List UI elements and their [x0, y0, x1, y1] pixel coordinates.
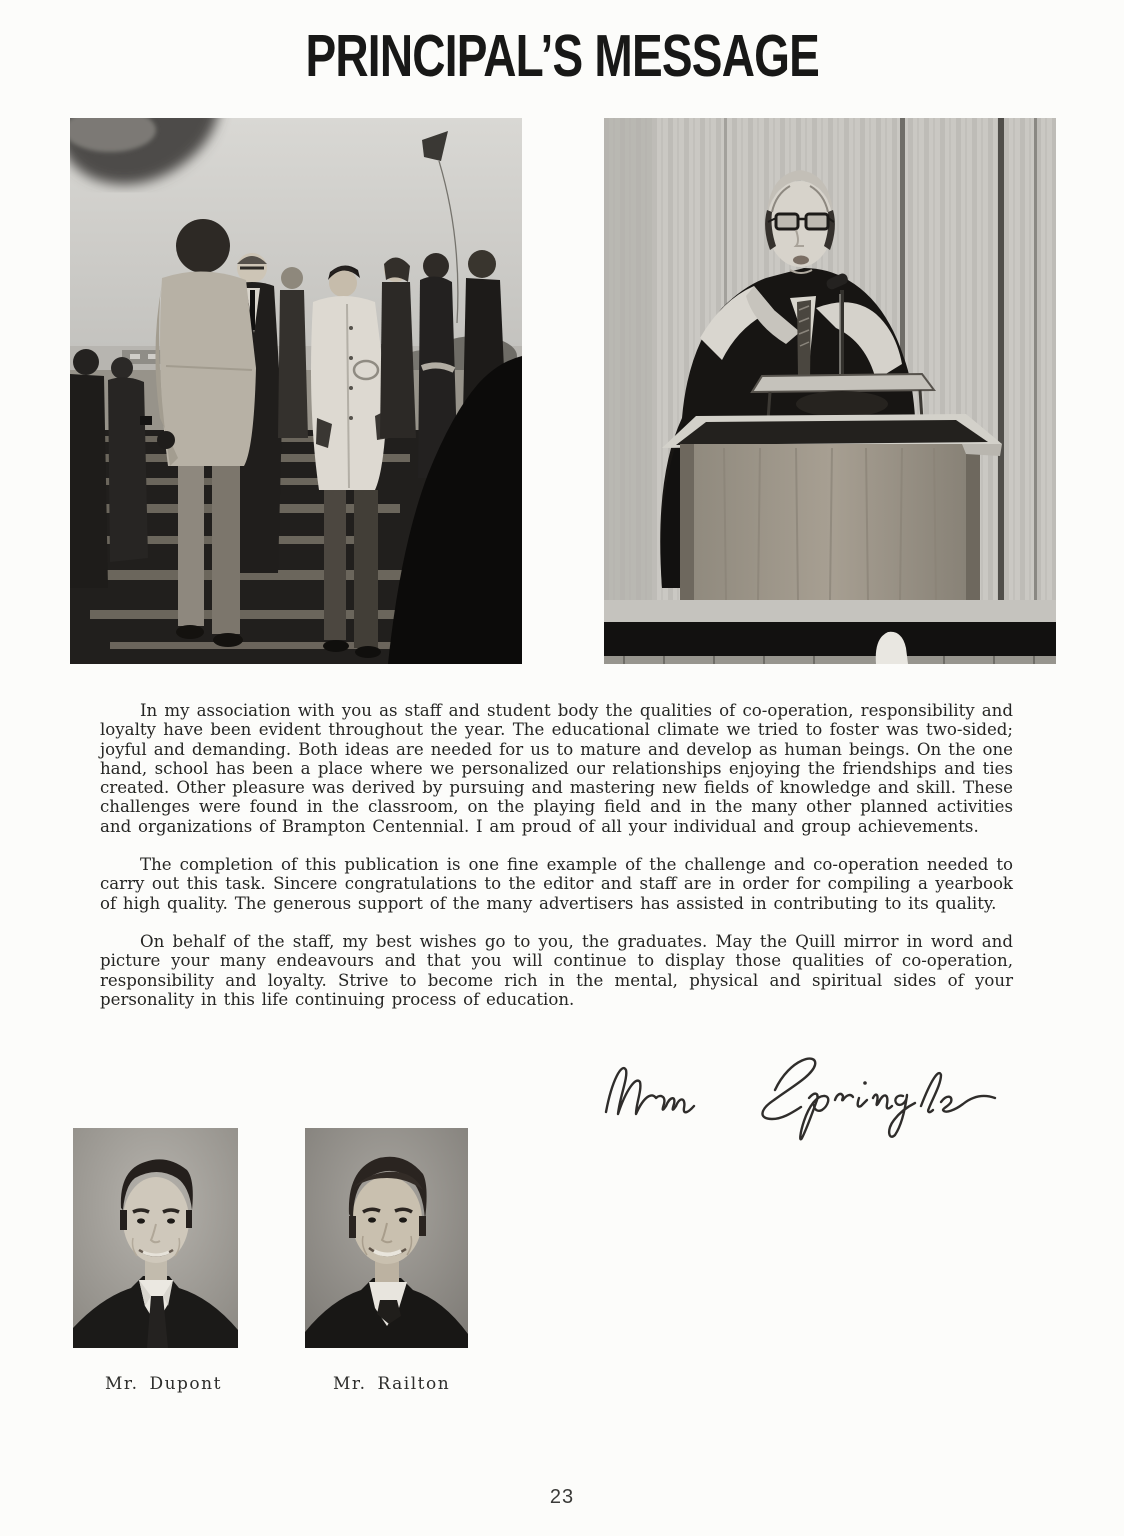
crowd-photo-art: [70, 118, 522, 664]
page-number: 23: [549, 1486, 575, 1508]
portrait-photo-dupont: [73, 1128, 238, 1348]
principal-message-text: [100, 701, 1013, 1028]
page-title: PRINCIPAL’S MESSAGE: [305, 23, 819, 89]
lectern: [662, 414, 1002, 600]
portrait-label-dupont: Mr. Dupont: [105, 1374, 222, 1394]
principal-signature: [590, 1050, 1010, 1145]
message-paragraph-3: On behalf of the staff, my best wishes go to you, the graduates. May the Quill mirror in word and picture your many endeavours and that you will continue to display those qualities of co-operation, responsibility and loyalty. Strive to become rich in the mental, physical and spiritual sides of your personality in this life continuing process of education.: [100, 931, 1013, 1009]
message-paragraph-1: In my association with you as staff and student body the qualities of co-operation, responsibility and loyalty have been evident throughout the year. The educational climate we tried to foster was two-sided; joyful and demanding. Both ideas are needed for us to mature and develop as human beings. On the one hand, school has been a place where we personalized our relationships enjoying the friendships and ties created. Other pleasure was derived by pursuing and mastering new fields of knowledge and skill. These challenges were found in the classroom, on the playing field and in the many other planned activities and organizations of Brampton Centennial. I am proud of all your individual and group achievements.: [100, 701, 1013, 836]
crowd-photo: [70, 118, 522, 664]
message-paragraph-2: The completion of this publication is one fine example of the challenge and co-operation needed to carry out this task. Sincere congratulations to the editor and staff are in order for compiling a yearbook of high quality. The generous support of the many advertisers has assisted in contributing to its quality.: [100, 855, 1013, 913]
podium-photo-art: [604, 118, 1056, 664]
signature-name: [590, 1145, 591, 1146]
portrait-photo-railton: [305, 1128, 468, 1348]
portrait-label-railton: Mr. Railton: [333, 1374, 451, 1394]
podium-photo: [604, 118, 1056, 664]
tie: [797, 300, 811, 380]
stage-front-band: [604, 622, 1056, 656]
signature-strokes: [590, 1050, 1010, 1145]
left-figures: [70, 349, 152, 588]
